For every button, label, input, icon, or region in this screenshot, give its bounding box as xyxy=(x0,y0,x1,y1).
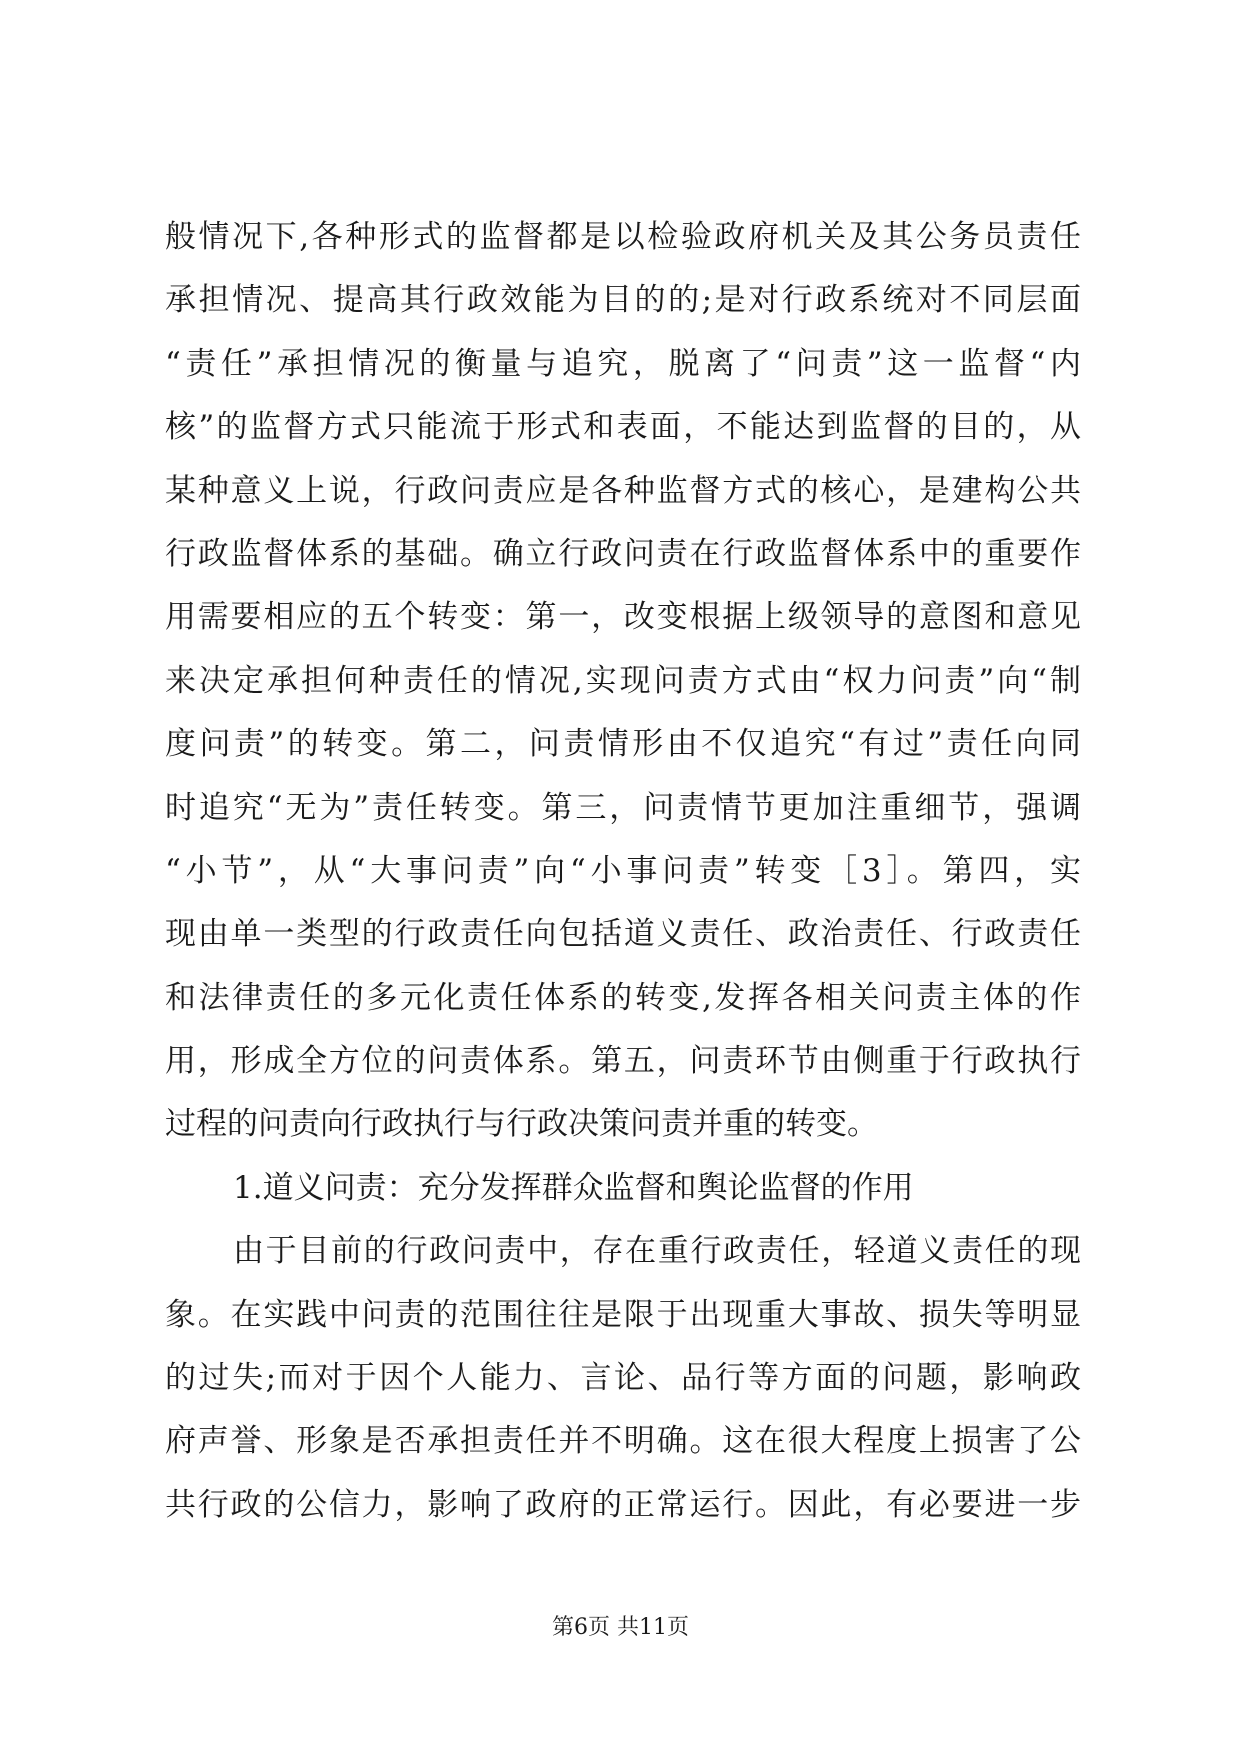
body-line: 共行政的公信力，影响了政府的正常运行。因此，有必要进一步 xyxy=(165,1486,1081,1523)
body-line: 时追究“无为”责任转变。第三，问责情节更加注重细节，强调 xyxy=(165,789,1081,826)
section-heading: 1.道义问责：充分发挥群众监督和舆论监督的作用 xyxy=(233,1169,914,1206)
body-line: 用，形成全方位的问责体系。第五，问责环节由侧重于行政执行 xyxy=(165,1043,1081,1080)
document-body xyxy=(165,206,1081,1537)
body-line: “小节”，从“大事问责”向“小事问责”转变［3］。第四，实 xyxy=(165,852,1081,889)
body-line: 度问责”的转变。第二，问责情形由不仅追究“有过”责任向同 xyxy=(165,726,1081,763)
body-line: 象。在实践中问责的范围往往是限于出现重大事故、损失等明显 xyxy=(165,1296,1081,1333)
body-line: 用需要相应的五个转变：第一，改变根据上级领导的意图和意见 xyxy=(165,599,1081,636)
body-line: 的过失;而对于因个人能力、言论、品行等方面的问题，影响政 xyxy=(165,1360,1081,1397)
body-line: 核”的监督方式只能流于形式和表面，不能达到监督的目的，从 xyxy=(165,409,1081,446)
body-line: 承担情况、提高其行政效能为目的的;是对行政系统对不同层面 xyxy=(165,282,1081,319)
body-line: 和法律责任的多元化责任体系的转变,发挥各相关问责主体的作 xyxy=(165,979,1081,1016)
body-line: 过程的问责向行政执行与行政决策问责并重的转变。 xyxy=(165,1106,878,1143)
body-line: 现由单一类型的行政责任向包括道义责任、政治责任、行政责任 xyxy=(165,916,1081,953)
body-line: 由于目前的行政问责中，存在重行政责任，轻道义责任的现 xyxy=(233,1233,1081,1270)
page-number-footer: 第6页 共11页 xyxy=(552,1615,689,1640)
body-line: 般情况下,各种形式的监督都是以检验政府机关及其公务员责任 xyxy=(165,219,1081,255)
body-line: 行政监督体系的基础。确立行政问责在行政监督体系中的重要作 xyxy=(165,535,1081,572)
body-line: 某种意义上说，行政问责应是各种监督方式的核心，是建构公共 xyxy=(165,472,1081,509)
body-line: “责任”承担情况的衡量与追究，脱离了“问责”这一监督“内 xyxy=(165,345,1081,382)
body-line: 来决定承担何种责任的情况,实现问责方式由“权力问责”向“制 xyxy=(165,662,1081,699)
body-line: 府声誉、形象是否承担责任并不明确。这在很大程度上损害了公 xyxy=(165,1423,1081,1460)
